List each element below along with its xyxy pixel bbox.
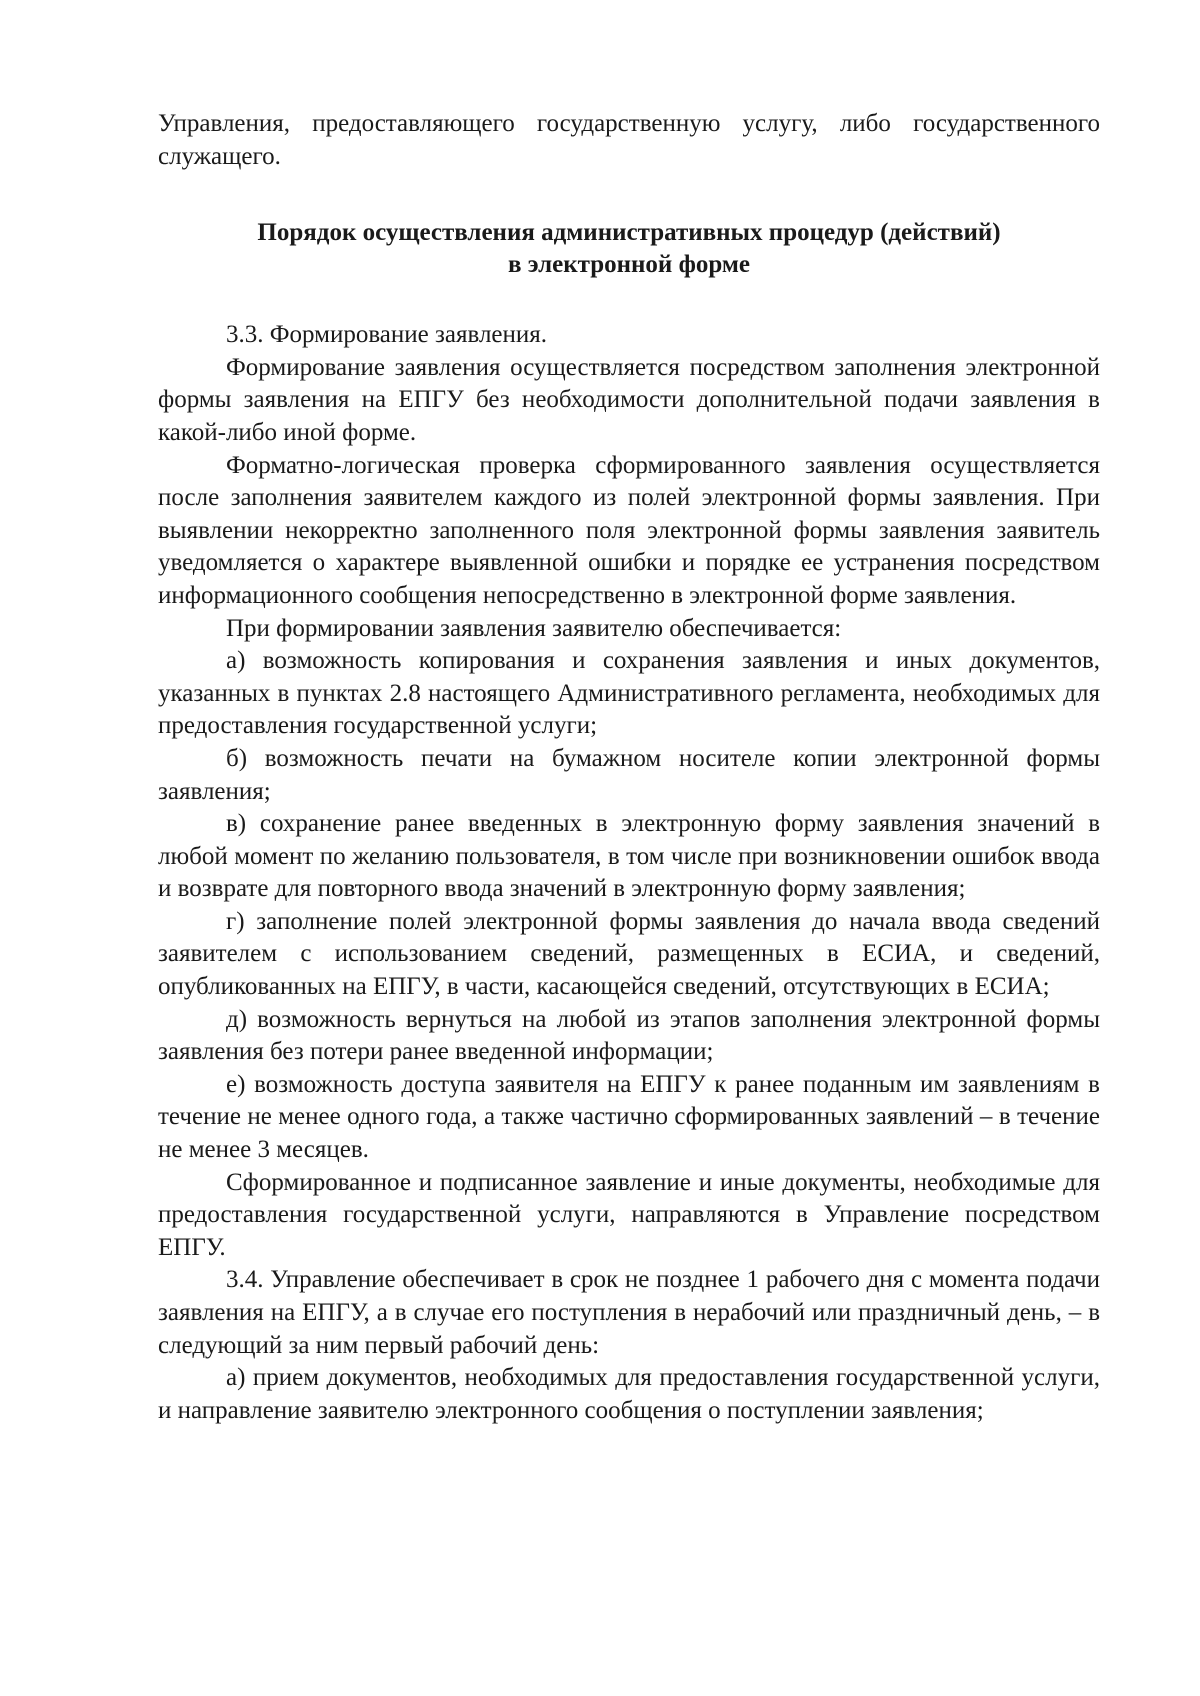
list-item-a-3-4: а) прием документов, необходимых для предоставления государственной услуги, и направление заявителю электронного сообщения о поступлении заявления;: [158, 1364, 1100, 1424]
section-heading-line-1: Порядок осуществления административных процедур (действий): [257, 219, 1001, 247]
section-heading-line-2: в электронной форме: [507, 251, 751, 279]
list-item-e: е) возможность доступа заявителя на ЕПГУ к ранее поданным им заявлениям в течение не менее одного года, а также частично сформированных заявлений – в течение не менее 3 месяцев.: [158, 1070, 1100, 1164]
list-item-d: д) возможность вернуться на любой из этапов заполнения электронной формы заявления без потери ранее введенной информации;: [158, 1005, 1100, 1066]
list-item-v: в) сохранение ранее введенных в электронную форму заявления значений в любой момент по желанию пользователя, в том числе при возникновении ошибок ввода и возврате для повторного ввода значений в электронную форму заявления;: [158, 810, 1100, 903]
paragraph-3-4: 3.4. Управление обеспечивает в срок не позднее 1 рабочего дня с момента подачи заявления на ЕПГУ, а в случае его поступления в нерабочий или праздничный день, – в следующий за ним первый рабочий день:: [158, 1266, 1100, 1359]
document-page: [158, 108, 1100, 1427]
list-item-b: б) возможность печати на бумажном носителе копии электронной формы заявления;: [158, 744, 1100, 805]
top-fragment-paragraph: Управления, предоставляющего государственную услугу, либо государственного служащего.: [158, 110, 1100, 170]
paragraph: Форматно-логическая проверка сформированного заявления осуществляется после заполнения заявителем каждого из полей электронной формы заявления. При выявлении некорректно заполненного поля электронной формы заявления заявитель уведомляется о характере выявленной ошибки и порядке ее устранения посредством информационного сообщения непосредственно в электронной форме заявления.: [158, 451, 1100, 609]
list-item-g: г) заполнение полей электронной формы заявления до начала ввода сведений заявителем с использованием сведений, размещенных в ЕСИА, и сведений, опубликованных на ЕПГУ, в части, касающейся сведений, отсутствующих в ЕСИА;: [158, 907, 1100, 1001]
paragraph: При формировании заявления заявителю обеспечивается:: [226, 614, 842, 642]
section-heading: [158, 217, 1100, 281]
paragraph: Сформированное и подписанное заявление и иные документы, необходимые для предоставления государственной услуги, направляются в Управление посредством ЕПГУ.: [158, 1168, 1100, 1261]
paragraph: Формирование заявления осуществляется посредством заполнения электронной формы заявления на ЕПГУ без необходимости дополнительной подачи заявления в какой-либо иной форме.: [158, 353, 1100, 446]
paragraph-3-3-title: 3.3. Формирование заявления.: [226, 321, 548, 349]
list-item-a: а) возможность копирования и сохранения заявления и иных документов, указанных в пунктах 2.8 настоящего Административного регламента, необходимых для предоставления государственной услуги;: [158, 647, 1100, 740]
